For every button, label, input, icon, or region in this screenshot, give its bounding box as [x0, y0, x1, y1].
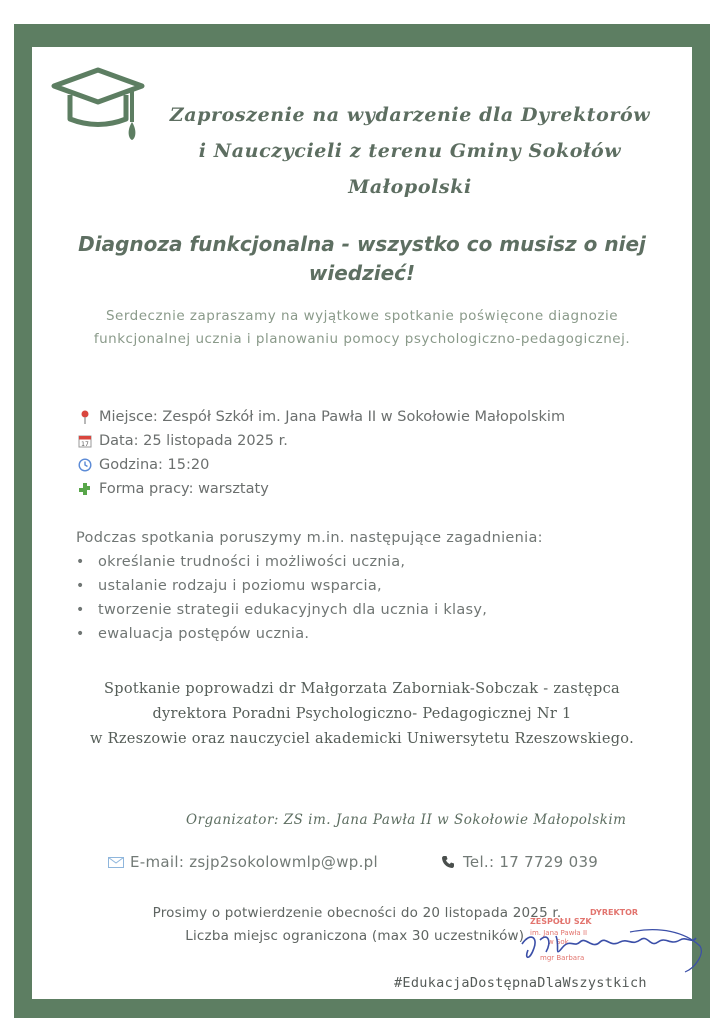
- svg-text:w Sok: w Sok: [548, 938, 569, 946]
- detail-date: [76, 429, 676, 453]
- svg-text:im. Jana Pawła II: im. Jana Pawła II: [530, 929, 588, 937]
- heading-line: Diagnoza funkcjonalna - wszystko co musisz o niej: [78, 232, 646, 256]
- calendar-icon: [76, 434, 94, 448]
- topic-text: ewaluacja postępów ucznia.: [98, 626, 310, 642]
- speaker-line: dyrektora Poradni Psychologiczno- Pedagogicznej Nr 1: [152, 706, 572, 722]
- detail-time: [76, 453, 676, 477]
- event-details: [76, 405, 676, 501]
- title-line: Zaproszenie na wydarzenie dla Dyrektorów: [169, 104, 651, 126]
- speaker-line: w Rzeszowie oraz nauczyciel akademicki Uniwersytetu Rzeszowskiego.: [89, 731, 634, 747]
- list-item: [76, 598, 676, 622]
- svg-text:DYREKTOR: DYREKTOR: [590, 908, 639, 917]
- organizer: Organizator: ZS im. Jana Pawła II w Sokołowie Małopolskim: [186, 812, 627, 828]
- topics-list: [76, 550, 676, 646]
- bullet-icon: •: [76, 578, 85, 594]
- detail-format: [76, 477, 676, 501]
- event-invitation-title: [150, 97, 670, 205]
- detail-location: [76, 405, 676, 429]
- topic-text: określanie trudności i możliwości ucznia,: [98, 554, 406, 570]
- puzzle-icon: [76, 482, 94, 496]
- phone-icon: [441, 855, 455, 869]
- email-contact[interactable]: [108, 853, 378, 871]
- footer-notice: [120, 902, 594, 948]
- phone-contact[interactable]: [441, 853, 598, 871]
- topic-text: tworzenie strategii edukacyjnych dla ucznia i klasy,: [98, 602, 488, 618]
- graduation-cap-icon: [48, 64, 148, 148]
- envelope-icon: [108, 857, 124, 868]
- svg-text:ZESPOŁU SZK: ZESPOŁU SZK: [530, 917, 592, 926]
- detail-text: Miejsce: Zespół Szkół im. Jana Pawła II w Sokołowie Małopolskim: [99, 409, 566, 425]
- title-line: i Nauczycieli z terenu Gminy Sokołów: [198, 140, 622, 162]
- main-heading: [40, 230, 684, 288]
- detail-text: Data: 25 listopada 2025 r.: [99, 433, 288, 449]
- list-item: [76, 574, 676, 598]
- detail-text: Godzina: 15:20: [99, 457, 210, 473]
- topic-text: ustalanie rodzaju i poziomu wsparcia,: [98, 578, 382, 594]
- intro-line: funkcjonalnej ucznia i planowaniu pomocy psychologiczno-pedagogicznej.: [93, 331, 631, 347]
- footer-line: Prosimy o potwierdzenie obecności do 20 listopada 2025 r.: [152, 905, 562, 921]
- hashtag: #EdukacjaDostępnaDlaWszystkich: [394, 975, 647, 991]
- title-line: Małopolski: [348, 176, 472, 198]
- phone-text[interactable]: Tel.: 17 7729 039: [463, 853, 599, 871]
- topics-intro: Podczas spotkania poruszymy m.in. następujące zagadnienia:: [76, 530, 543, 546]
- footer-line: Liczba miejsc ograniczona (max 30 uczestników).: [185, 928, 529, 944]
- topics-section: [76, 526, 676, 646]
- bullet-icon: •: [76, 602, 85, 618]
- svg-text:17: 17: [81, 441, 89, 448]
- detail-text: Forma pracy: warsztaty: [99, 481, 269, 497]
- clock-icon: [76, 458, 94, 472]
- location-pin-icon: [76, 410, 94, 425]
- speaker-line: Spotkanie poprowadzi dr Małgorzata Zaborniak-Sobczak - zastępca: [104, 681, 620, 697]
- speaker-info: [40, 677, 684, 752]
- intro-line: Serdecznie zapraszamy na wyjątkowe spotkanie poświęcone diagnozie: [105, 308, 619, 324]
- svg-text:mgr Barbara: mgr Barbara: [540, 954, 585, 962]
- intro-paragraph: [40, 305, 684, 351]
- heading-line: wiedzieć!: [308, 261, 416, 285]
- bullet-icon: •: [76, 626, 85, 642]
- list-item: [76, 622, 676, 646]
- bullet-icon: •: [76, 554, 85, 570]
- list-item: [76, 550, 676, 574]
- email-text[interactable]: E-mail: zsjp2sokolowmlp@wp.pl: [130, 853, 378, 871]
